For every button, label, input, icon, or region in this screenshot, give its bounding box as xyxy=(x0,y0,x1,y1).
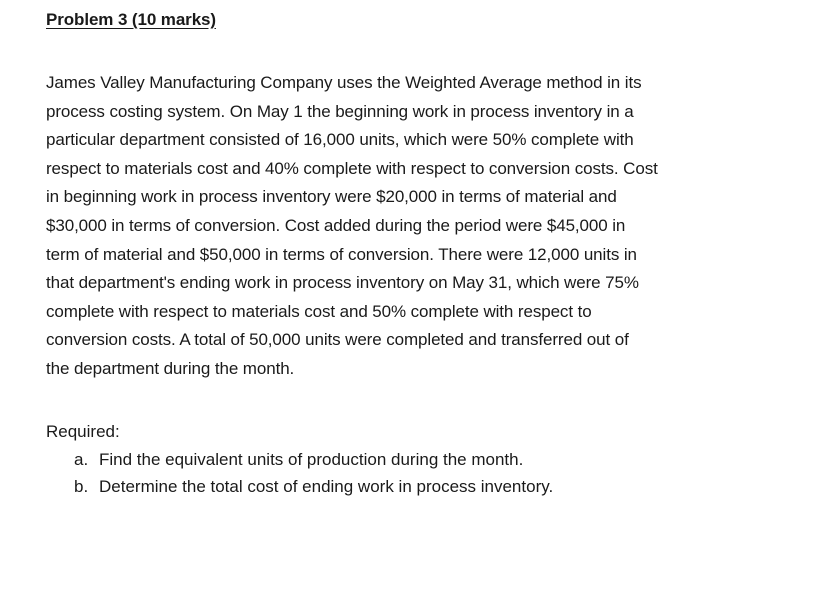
paragraph-line: conversion costs. A total of 50,000 units were completed and transferred out of xyxy=(46,330,629,350)
required-item-text: Find the equivalent units of production during the month. xyxy=(99,449,524,469)
required-item-b xyxy=(74,473,786,500)
paragraph-line: $30,000 in terms of conversion. Cost added during the period were $45,000 in xyxy=(46,215,626,235)
problem-paragraph xyxy=(46,69,786,384)
required-list xyxy=(46,446,786,500)
paragraph-line: term of material and $50,000 in terms of conversion. There were 12,000 units in xyxy=(46,244,637,264)
paragraph-line: process costing system. On May 1 the beginning work in process inventory in a xyxy=(46,101,634,121)
paragraph-line: the department during the month. xyxy=(46,358,295,378)
paragraph-line: in beginning work in process inventory were $20,000 in terms of material and xyxy=(46,187,617,207)
document-page xyxy=(46,8,786,500)
paragraph-line: James Valley Manufacturing Company uses the Weighted Average method in its xyxy=(46,73,642,92)
paragraph-line: that department's ending work in process inventory on May 31, which were 75% xyxy=(46,273,639,293)
required-item-a xyxy=(74,446,786,473)
paragraph-line: particular department consisted of 16,000 units, which were 50% complete with xyxy=(46,130,634,150)
required-item-text: Determine the total cost of ending work in process inventory. xyxy=(99,476,554,496)
list-marker: a. xyxy=(74,449,89,469)
paragraph-line: complete with respect to materials cost and 50% complete with respect to xyxy=(46,301,592,321)
problem-title: Problem 3 (10 marks) xyxy=(46,10,216,29)
list-marker: b. xyxy=(74,476,89,496)
required-heading: Required: xyxy=(46,421,120,441)
paragraph-line: respect to materials cost and 40% complete with respect to conversion costs. Cost xyxy=(46,158,658,178)
